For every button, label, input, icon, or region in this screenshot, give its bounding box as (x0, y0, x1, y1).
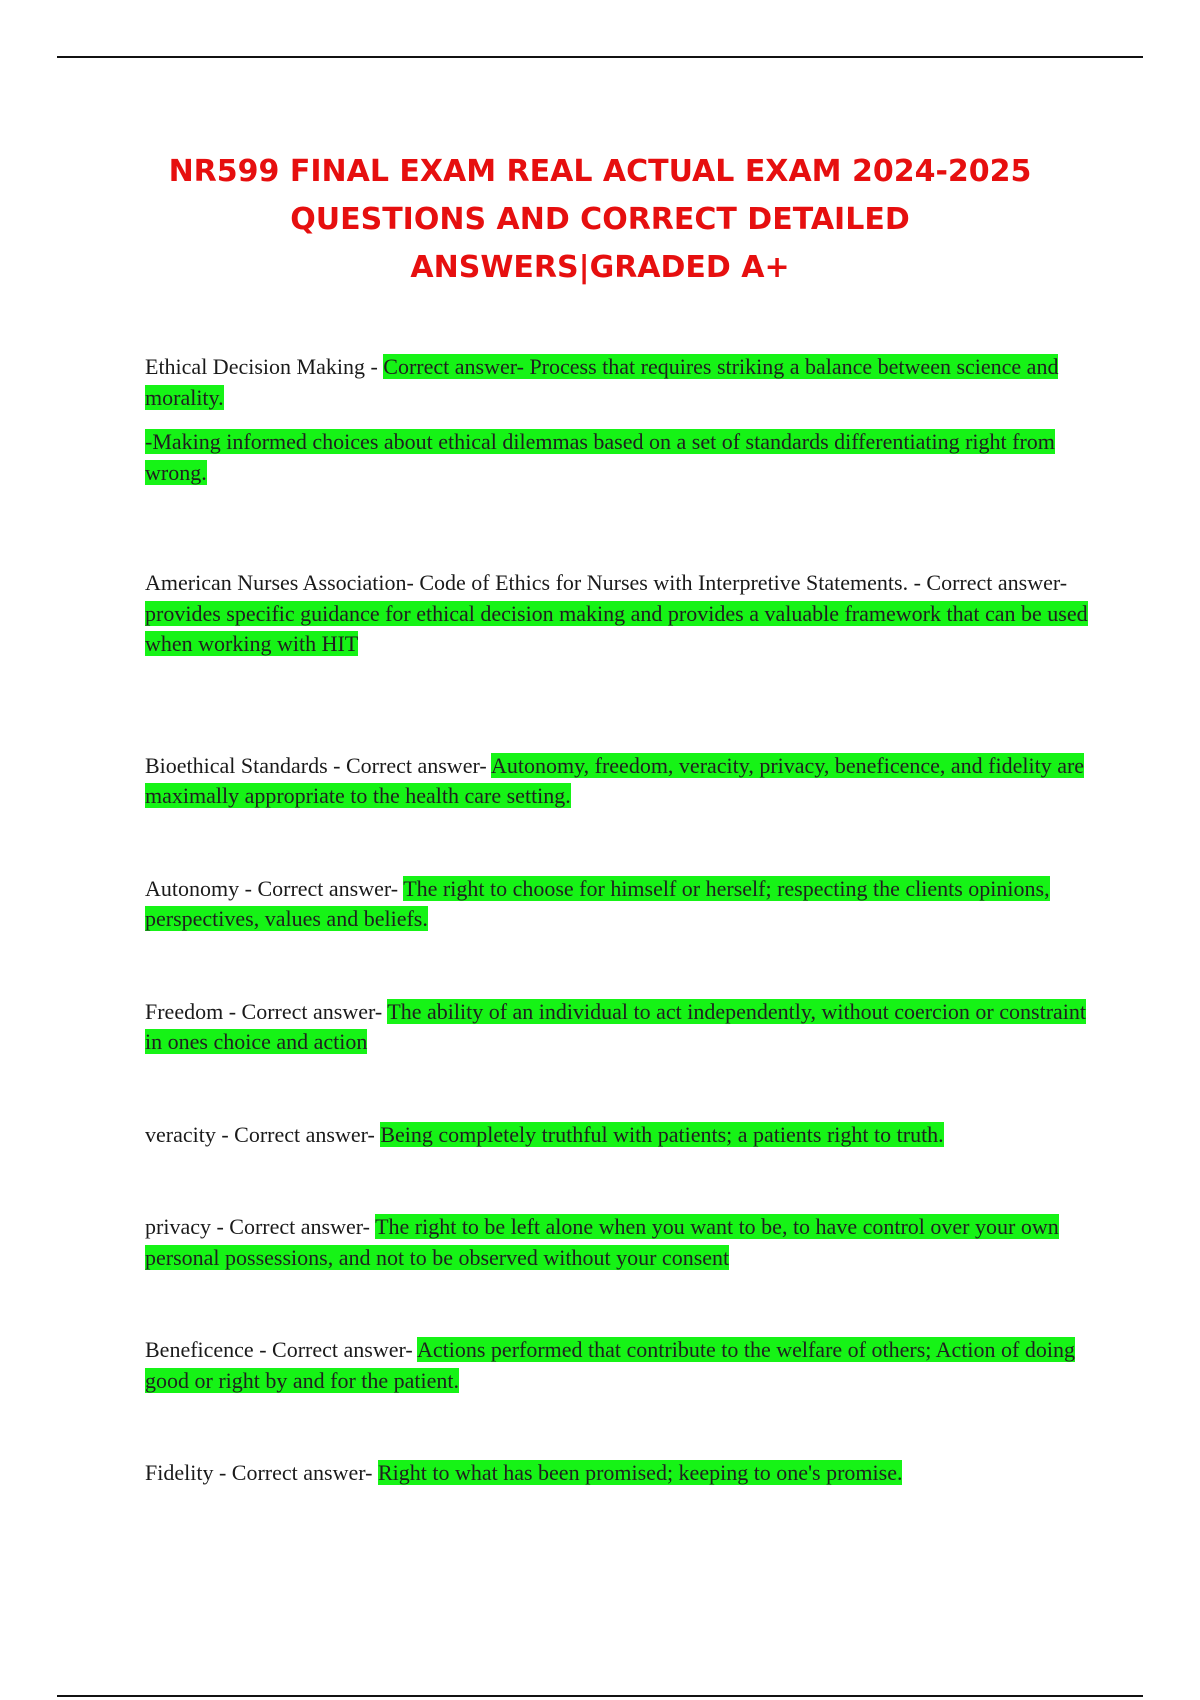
entry-freedom (145, 997, 1090, 1058)
entry-term: veracity - Correct answer- (145, 1121, 381, 1147)
entry-extra-answer (145, 427, 1090, 488)
entry-fidelity (145, 1458, 1090, 1489)
entry-answer: Being completely truthful with patients; a patients right to truth. (380, 1121, 944, 1147)
entry-answer-extra: -Making informed choices about ethical dilemmas based on a set of standards differentiating right from wrong. (145, 429, 1055, 485)
entry-answer: provides specific guidance for ethical decision making and provides a valuable framework that can be used when working with HIT (145, 600, 1088, 656)
entry-answer: Correct answer- Process that requires striking a balance between science and morality. (145, 354, 1059, 410)
entry-term: Ethical Decision Making - (145, 354, 384, 379)
entry-ana-code-of-ethics (145, 568, 1090, 660)
entry-term: Fidelity - Correct answer- (145, 1460, 378, 1485)
entry-answer: The right to choose for himself or herself; respecting the clients opinions, perspectives, values and beliefs. (145, 875, 1050, 931)
entry-answer: The ability of an individual to act independently, without coercion or constraint in ones choice and action (145, 998, 1087, 1054)
top-rule (57, 56, 1143, 58)
entry-term: Autonomy - Correct answer- (145, 875, 404, 901)
entry-privacy (145, 1212, 1090, 1273)
title-line-3: ANSWERS|GRADED A+ (410, 250, 790, 285)
entry-term: privacy - Correct answer- (145, 1214, 376, 1239)
entry-answer: Actions performed that contribute to the welfare of others; Action of doing good or right by and for the patient. (145, 1337, 1075, 1393)
qa-content (145, 352, 1090, 1489)
entry-veracity (145, 1120, 1090, 1151)
entry-term: Beneficence - Correct answer- (145, 1337, 417, 1362)
entry-autonomy (145, 874, 1090, 935)
entry-bioethical-standards (145, 751, 1090, 812)
entry-answer: Autonomy, freedom, veracity, privacy, beneficence, and fidelity are maximally appropriate to the health care setting. (145, 752, 1085, 808)
entry-beneficence (145, 1335, 1090, 1396)
entry-answer: Right to what has been promised; keeping to one's promise. (377, 1460, 903, 1485)
entry-answer: The right to be left alone when you want to be, to have control over your own personal possessions, and not to be observed without your consent (145, 1214, 1059, 1270)
title-line-1: NR599 FINAL EXAM REAL ACTUAL EXAM 2024-2025 (168, 154, 1032, 189)
entry-term: Freedom - Correct answer- (145, 998, 388, 1024)
title-line-2: QUESTIONS AND CORRECT DETAILED (290, 202, 910, 237)
entry-term: Bioethical Standards - Correct answer- (145, 752, 491, 778)
document-title (100, 148, 1100, 292)
entry-ethical-decision-making (145, 352, 1090, 413)
entry-term: American Nurses Association- Code of Ethics for Nurses with Interpretive Statements. - Correct answer- (145, 570, 1068, 595)
bottom-rule (57, 1695, 1143, 1697)
